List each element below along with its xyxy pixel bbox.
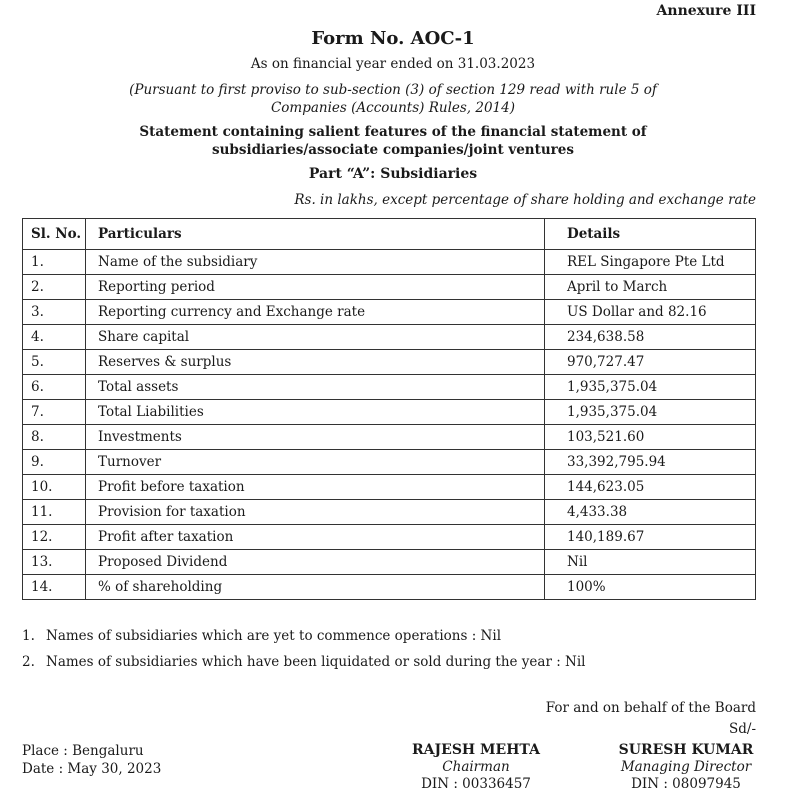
table-row (23, 425, 756, 450)
signatory-managing-director (606, 742, 766, 793)
cell-particulars: Investments (86, 425, 545, 450)
cell-details: US Dollar and 82.16 (545, 300, 756, 325)
pursuant-line-1: (Pursuant to first proviso to sub-section (3) of section 129 read with rule 5 of (129, 82, 657, 98)
place-text: Place : Bengaluru (22, 743, 144, 759)
table-row (23, 550, 756, 575)
part-heading: Part “A”: Subsidiaries (308, 166, 478, 182)
cell-sl-no: 12. (23, 525, 86, 550)
note-number: 2. (22, 654, 35, 670)
table-row (23, 275, 756, 300)
cell-details: 100% (545, 575, 756, 600)
signatory-name: SURESH KUMAR (618, 742, 754, 758)
form-title: Form No. AOC-1 (311, 28, 475, 49)
signatory-din: DIN : 00336457 (421, 776, 531, 792)
signatory-chairman (396, 742, 556, 793)
signatory-role: Chairman (442, 759, 510, 775)
cell-particulars: Reserves & surplus (86, 350, 545, 375)
cell-particulars: Profit before taxation (86, 475, 545, 500)
table-row (23, 475, 756, 500)
cell-details: 1,935,375.04 (545, 400, 756, 425)
note-number: 1. (22, 628, 35, 644)
cell-details: Nil (545, 550, 756, 575)
statement-line-1: Statement containing salient features of the financial statement of (139, 124, 647, 140)
table-row (23, 300, 756, 325)
table-row (23, 400, 756, 425)
note-text: Names of subsidiaries which are yet to commence operations : Nil (46, 628, 502, 644)
cell-particulars: % of shareholding (86, 575, 545, 600)
cell-details: 234,638.58 (545, 325, 756, 350)
note-text: Names of subsidiaries which have been liquidated or sold during the year : Nil (46, 654, 586, 670)
table-row (23, 325, 756, 350)
cell-sl-no: 3. (23, 300, 86, 325)
signatory-name: RAJESH MEHTA (412, 742, 540, 758)
header-sl-no: Sl. No. (23, 219, 86, 250)
notes-list (22, 623, 586, 675)
table-row (23, 575, 756, 600)
cell-sl-no: 1. (23, 250, 86, 275)
cell-particulars: Provision for taxation (86, 500, 545, 525)
cell-sl-no: 10. (23, 475, 86, 500)
cell-particulars: Share capital (86, 325, 545, 350)
cell-sl-no: 14. (23, 575, 86, 600)
cell-particulars: Profit after taxation (86, 525, 545, 550)
cell-details: 140,189.67 (545, 525, 756, 550)
cell-details: 1,935,375.04 (545, 375, 756, 400)
statement-heading (0, 123, 786, 159)
cell-sl-no: 6. (23, 375, 86, 400)
subsidiary-table (22, 218, 756, 600)
cell-sl-no: 7. (23, 400, 86, 425)
board-behalf-text: For and on behalf of the Board (545, 700, 756, 716)
financial-year: As on financial year ended on 31.03.2023 (250, 56, 536, 72)
cell-sl-no: 2. (23, 275, 86, 300)
pursuant-line-2: Companies (Accounts) Rules, 2014) (270, 100, 516, 116)
header-details: Details (545, 219, 756, 250)
table-row (23, 500, 756, 525)
cell-particulars: Turnover (86, 450, 545, 475)
cell-particulars: Name of the subsidiary (86, 250, 545, 275)
table-body (23, 250, 756, 600)
cell-details: 144,623.05 (545, 475, 756, 500)
table-row (23, 250, 756, 275)
units-note: Rs. in lakhs, except percentage of share holding and exchange rate (294, 192, 756, 208)
place-date-block (22, 742, 161, 778)
cell-details: REL Singapore Pte Ltd (545, 250, 756, 275)
cell-particulars: Proposed Dividend (86, 550, 545, 575)
cell-details: 33,392,795.94 (545, 450, 756, 475)
signed-mark: Sd/- (729, 721, 756, 737)
cell-particulars: Total assets (86, 375, 545, 400)
table-row (23, 375, 756, 400)
table-row (23, 525, 756, 550)
pursuant-note (0, 81, 786, 117)
cell-sl-no: 4. (23, 325, 86, 350)
table-header-row (23, 219, 756, 250)
cell-sl-no: 9. (23, 450, 86, 475)
table-row (23, 350, 756, 375)
header-particulars: Particulars (86, 219, 545, 250)
signatory-din: DIN : 08097945 (631, 776, 741, 792)
table-row (23, 450, 756, 475)
cell-details: 103,521.60 (545, 425, 756, 450)
cell-details: 970,727.47 (545, 350, 756, 375)
cell-particulars: Reporting period (86, 275, 545, 300)
cell-sl-no: 11. (23, 500, 86, 525)
annexure-label: Annexure III (656, 3, 756, 19)
note-item (22, 623, 586, 649)
note-item (22, 649, 586, 675)
date-text: Date : May 30, 2023 (22, 761, 162, 777)
cell-details: April to March (545, 275, 756, 300)
cell-sl-no: 13. (23, 550, 86, 575)
cell-particulars: Total Liabilities (86, 400, 545, 425)
signatory-role: Managing Director (620, 759, 752, 775)
statement-line-2: subsidiaries/associate companies/joint ventures (212, 142, 574, 158)
cell-sl-no: 8. (23, 425, 86, 450)
cell-particulars: Reporting currency and Exchange rate (86, 300, 545, 325)
cell-sl-no: 5. (23, 350, 86, 375)
cell-details: 4,433.38 (545, 500, 756, 525)
